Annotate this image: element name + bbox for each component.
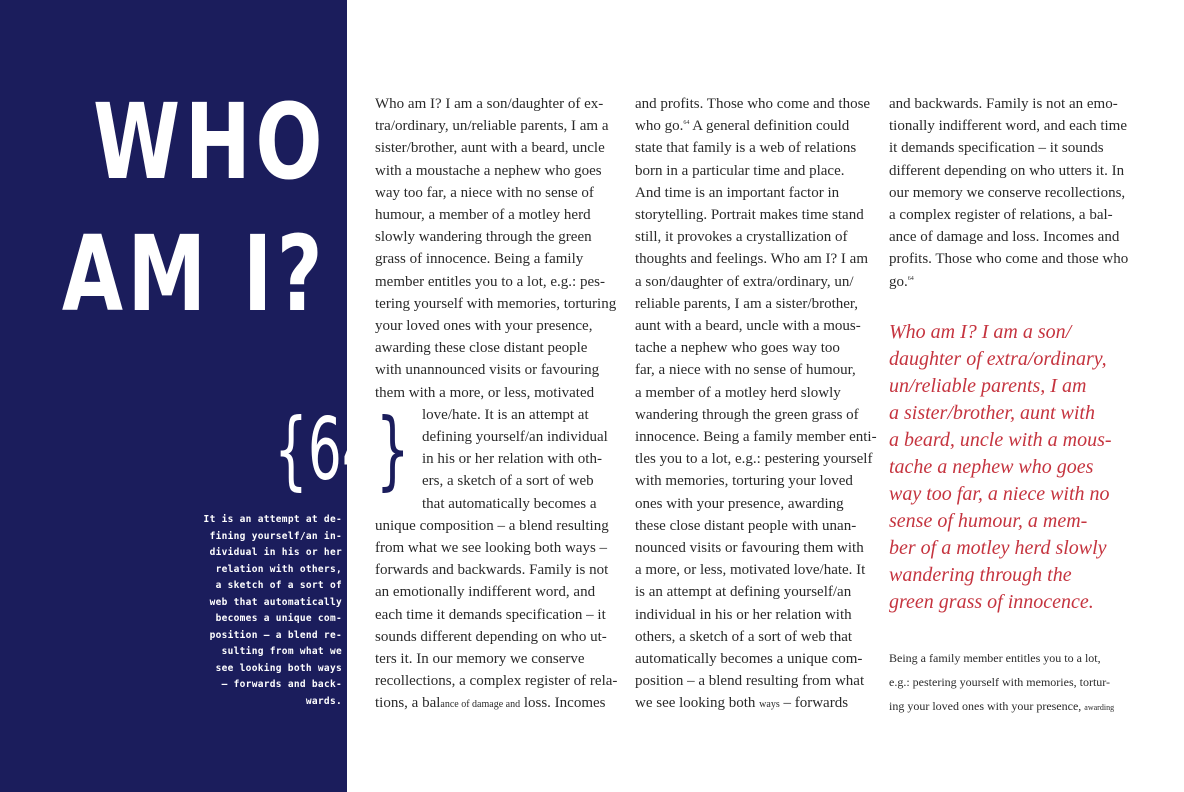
heading-who: WHO	[92, 81, 327, 203]
text-line: automatically becomes a unique com-	[635, 651, 863, 668]
text-line: aunt with a beard, uncle with a mous-	[635, 318, 861, 335]
pull-quote-line: position – a blend re-	[209, 629, 342, 641]
text-line: each time it demands specification – it	[375, 606, 606, 623]
red-pull-quote	[889, 319, 1134, 616]
pull-quote-line: It is an attempt at de-	[203, 514, 342, 525]
text-line: is an attempt at defining yourself/an	[635, 584, 852, 601]
text-line: reliable parents, I am a sister/brother,	[635, 295, 859, 312]
text-fragment: loss. Incomes	[520, 695, 606, 712]
text-fragment: we see looking both	[635, 695, 760, 712]
text-line: born in a particular time and place.	[635, 162, 845, 179]
text-line: with unannounced visits or favouring	[375, 362, 600, 379]
text-line: still, it provokes a crystallization of	[635, 229, 848, 246]
text-line: humour, a member of a motley herd	[375, 207, 591, 224]
text-line: a more, or less, motivated love/hate. It	[635, 562, 866, 579]
text-line: tering yourself with memories, torturing	[375, 295, 617, 312]
text-fragment: ing your loved ones with your presence,	[889, 698, 1085, 713]
red-quote-line: a beard, uncle with a mous-	[889, 428, 1112, 451]
pull-quote-line: becomes a unique com-	[215, 613, 342, 624]
body-column-1	[375, 93, 618, 717]
text-line: ones with your presence, awarding	[635, 495, 844, 512]
red-quote-line: ber of a motley herd slowly	[889, 536, 1107, 559]
text-line: Who am I? I am a son/daughter of ex-	[375, 96, 604, 112]
text-line: tionally indifferent word, and each time	[889, 118, 1127, 135]
left-panel	[0, 0, 347, 792]
page-number-close-brace: }	[375, 400, 410, 500]
pull-quote	[196, 512, 342, 710]
text-line: others, a sketch of a sort of web that	[635, 628, 853, 645]
text-line: a son/daughter of extra/ordinary, un/	[635, 273, 854, 290]
text-line: sister/brother, aunt with a beard, uncle	[375, 140, 605, 157]
text-line	[635, 115, 871, 137]
text-line: individual in his or her relation with	[635, 606, 852, 623]
text-line: with memories, torturing your loved	[635, 473, 853, 490]
text-line: tra/ordinary, un/reliable parents, I am a	[375, 118, 609, 135]
text-line: and backwards. Family is not an emo-	[889, 96, 1118, 112]
red-quote-line: green grass of innocence.	[889, 590, 1094, 613]
text-line: recollections, a complex register of rela-	[375, 673, 618, 690]
red-quote-line: a sister/brother, aunt with	[889, 401, 1095, 424]
red-quote-line: way too far, a niece with no	[889, 482, 1110, 505]
red-quote-line: wandering through the	[889, 563, 1072, 586]
pull-quote-line: dividual in his or her	[209, 547, 342, 558]
pull-quote-line: web that automatically	[209, 596, 342, 608]
text-fragment: who go.	[635, 118, 684, 135]
text-fragment: – forwards	[779, 695, 849, 712]
text-line-indented: ers, a sketch of a sort of web	[422, 473, 594, 490]
footnote-marker: 64	[683, 120, 690, 127]
text-line-indented: that automatically becomes a	[422, 495, 597, 512]
text-line: grass of innocence. Being a family	[375, 251, 584, 268]
text-line: nounced visits or favouring them with	[635, 540, 864, 557]
heading-am-i: AM I?	[61, 213, 327, 335]
text-line: sounds different depending on who ut-	[375, 628, 607, 645]
text-line: tache a nephew who goes way too	[635, 340, 840, 357]
text-line-indented: in his or her relation with oth-	[422, 451, 602, 468]
text-line-last	[889, 694, 1134, 720]
body-column-3	[889, 93, 1134, 720]
text-line: And time is an important factor in	[635, 184, 840, 201]
text-line-indented: love/hate. It is an attempt at	[422, 406, 589, 423]
red-quote-line: un/reliable parents, I am	[889, 374, 1087, 397]
text-line: position – a blend resulting from what	[635, 673, 865, 690]
text-line: slowly wandering through the green	[375, 229, 592, 246]
red-quote-line: Who am I? I am a son/	[889, 320, 1072, 343]
red-quote-line: daughter of extra/ordinary,	[889, 347, 1107, 370]
pull-quote-line: see looking both ways	[215, 662, 342, 674]
pull-quote-line: sulting from what we	[221, 646, 342, 657]
text-line: ters it. In our memory we conserve	[375, 651, 585, 668]
text-line-last	[375, 692, 611, 716]
text-line: these close distant people with unan-	[635, 517, 857, 534]
text-fragment-small: ways	[759, 699, 780, 711]
red-quote-line: tache a nephew who goes	[889, 455, 1094, 478]
text-line: awarding these close distant people	[375, 340, 588, 357]
text-fragment-small: awarding	[1084, 702, 1115, 712]
body-column-2	[635, 93, 877, 717]
text-line: e.g.: pestering yourself with memories, tortur-	[889, 674, 1111, 689]
text-line: Being a family member entitles you to a lot,	[889, 650, 1101, 665]
text-line: our memory we conserve recollections,	[889, 184, 1126, 201]
text-line-indented: defining yourself/an individual	[422, 429, 608, 446]
text-fragment: tions, a bal	[375, 695, 441, 712]
text-fragment-small: ance of damage and	[440, 699, 521, 711]
footnote-marker: 64	[907, 275, 914, 282]
text-line: an emotionally indifferent word, and	[375, 584, 596, 601]
text-line: with a moustache a nephew who goes	[375, 162, 602, 179]
text-line: wandering through the green grass of	[635, 406, 859, 423]
text-line: forwards and backwards. Family is not	[375, 562, 609, 579]
text-line: ance of damage and loss. Incomes and	[889, 229, 1120, 246]
text-line: and profits. Those who come and those	[635, 96, 871, 112]
pull-quote-line: fining yourself/an in-	[209, 530, 342, 542]
text-line: thoughts and feelings. Who am I? I am	[635, 251, 868, 268]
text-line: different depending on who utters it. In	[889, 162, 1125, 179]
text-line: state that family is a web of relations	[635, 140, 857, 157]
text-line: storytelling. Portrait makes time stand	[635, 207, 864, 224]
text-line: them with a more, or less, motivated	[375, 384, 595, 401]
text-fragment: go.	[889, 273, 908, 290]
text-line: it demands specification – it sounds	[889, 140, 1104, 157]
page-number-open-brace: {	[274, 400, 308, 500]
text-line: far, a niece with no sense of humour,	[635, 362, 856, 379]
pull-quote-line: relation with others,	[215, 563, 342, 575]
pull-quote-line: wards.	[305, 695, 342, 707]
text-line-last	[889, 271, 1134, 293]
text-fragment: A general definition could	[689, 118, 850, 135]
text-line: profits. Those who come and those who	[889, 251, 1129, 268]
red-quote-line: sense of humour, a mem-	[889, 509, 1088, 532]
column-3-tail	[889, 646, 1134, 720]
text-line: your loved ones with your presence,	[375, 318, 593, 335]
pull-quote-line: a sketch of a sort of	[215, 580, 342, 591]
text-line: unique composition – a blend resulting	[375, 517, 609, 534]
pull-quote-line: – forwards and back-	[221, 679, 342, 690]
text-line: way too far, a niece with no sense of	[375, 184, 594, 201]
text-line: from what we see looking both ways –	[375, 540, 608, 557]
text-line: a member of a motley herd slowly	[635, 384, 841, 401]
page-number-value: 64	[307, 400, 376, 500]
text-line: tles you to a lot, e.g.: pestering yourself	[635, 451, 873, 468]
text-line: a complex register of relations, a bal-	[889, 207, 1113, 224]
text-line-last	[635, 692, 871, 716]
text-line: member entitles you to a lot, e.g.: pes-	[375, 273, 605, 290]
text-line: innocence. Being a family member enti-	[635, 429, 877, 446]
